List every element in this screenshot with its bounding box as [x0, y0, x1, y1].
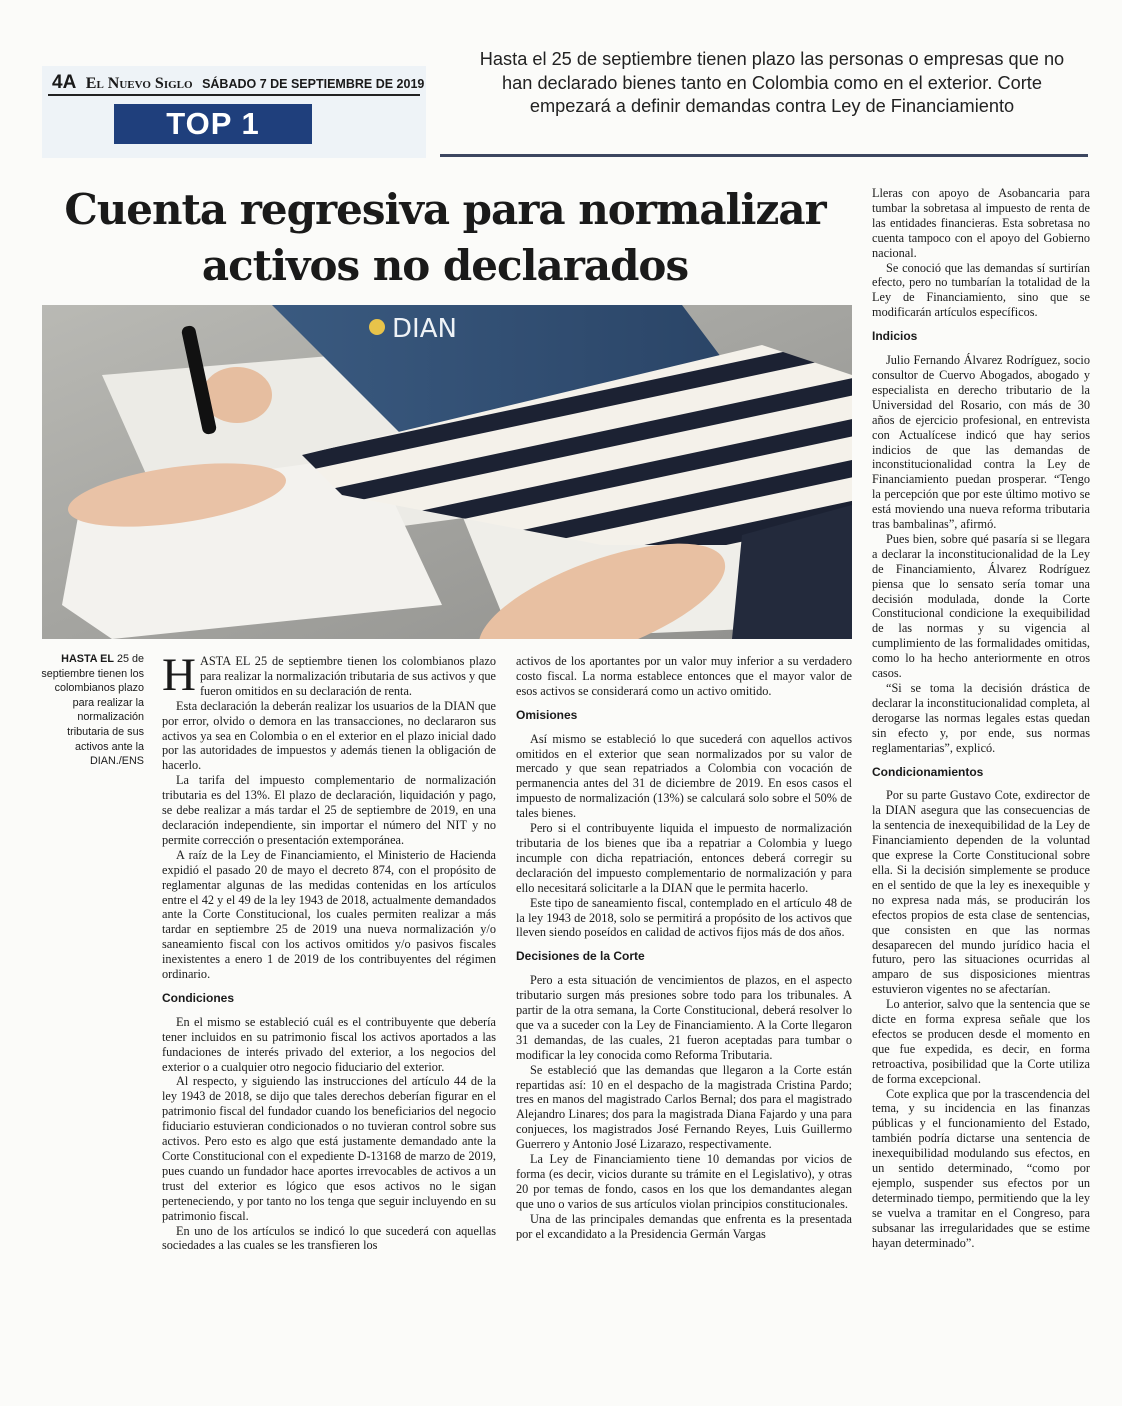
vest-logo-mark — [369, 319, 385, 335]
subheading: Condiciones — [162, 990, 235, 1005]
caption-text: 25 de septiembre tienen los colombianos plazo para realizar la normalización tributaria de sus activos ante la DIAN./ENS — [41, 653, 144, 768]
article-column-1 — [162, 649, 496, 1253]
paragraph: La Ley de Financiamiento tiene 10 demandas por vicios de forma (es decir, vicios durante su trámite en el Legislativo), y otras 20 por temas de fondo, casos en los que los demandantes alegan que uno o varios de sus artículos violan principios constitucionales. — [516, 1152, 852, 1211]
paragraph: Se conoció que las demandas sí surtirían efecto, pero no tumbarían la totalidad de la Ley de Financiamiento, sino que se modificarán artículos específicos. — [872, 260, 1090, 320]
subheading: Omisiones — [516, 707, 578, 722]
masthead-line — [52, 72, 424, 94]
paragraph: A raíz de la Ley de Financiamiento, el Ministerio de Hacienda expidió el pasado 20 de mayo el decreto 874, con el propósito de reglamentar algunas de las medidas contenidas en los artículos entre el 42 y el 49 de la ley 1943 de 2018, actualmente demandados ante la Corte Constitucional, los cuales permiten realizar a más tardar en septiembre 25 de 2019 una nueva normalización y/o saneamiento fiscal con los activos omitidos y/o pasivos fiscales inexistentes a enero 1 de 2019 de los contribuyentes del régimen ordinario. — [162, 847, 496, 982]
paragraph: En el mismo se estableció cuál es el contribuyente que debería tener incluidos en su patrimonio fiscal los activos aportados a las fundaciones de interés privado del exterior, a los negocios del exterior o a cualquier otro negocio fiduciario del exterior. — [162, 1014, 496, 1074]
paragraph: Lleras con apoyo de Asobancaria para tumbar la sobretasa al impuesto de renta de las entidades financieras. Esta sobretasa no cuenta tampoco con el apoyo del Gobierno nacional. — [872, 186, 1090, 260]
paragraph: La tarifa del impuesto complementario de normalización tributaria es del 13%. El plazo de declaración, liquidación y pago, se debe realizar a más tardar el 25 de septiembre de 2019, en una declaración independiente, sin importar el número del NIT y no permite corrección o presentación extemporánea. — [162, 773, 496, 847]
photo-caption — [40, 652, 144, 769]
paragraph: Pues bien, sobre qué pasaría si se llegara a declarar la inconstitucionalidad de la Ley de Financiamiento, Álvarez Rodríguez piensa que lo sensato sería tomar una decisión modulada, donde la Corte Constitucional condicione la exequibilidad de las normas y su vigencia al cumplimiento de las formalidades omitidas, como lo ha hecho anteriormente en otros casos. — [872, 531, 1090, 681]
article-column-3 — [872, 186, 1090, 1251]
page-number: 4A — [52, 72, 77, 93]
paragraph: Julio Fernando Álvarez Rodríguez, socio consultor de Cuervo Abogados, abogado y especialista en derecho tributario de la Universidad del Rosario, con más de 30 años de ejercicio profesional, en entrevista con Actualícese indicó que hay serios indicios de que las demandas de inconstitucionalidad contra la Ley de Financiamiento puedan prosperar. “Tengo la percepción que por este último motivo se está moviendo una nueva reforma tributaria tras bambalinas”, afirmó. — [872, 353, 1090, 532]
article-title: Cuenta regresiva para normalizar activos no declarados — [64, 185, 826, 290]
photo-illustration — [42, 305, 852, 639]
drop-cap: H — [162, 649, 196, 701]
header-rule — [48, 94, 420, 96]
paragraph: Pero si el contribuyente liquida el impuesto de normalización tributaria de los bienes que iba a repatriar a Colombia y luego incumple con dicha repatriación, entonces deberá corregir su declaración del impuesto complementario de normalización y para ello necesitará solicitarle a la DIAN que le permita hacerlo. — [516, 821, 852, 895]
paragraph: activos de los aportantes por un valor muy inferior a su verdadero costo fiscal. La norma establece entonces que el mayor valor de esos activos se considerará como un activo omitido. — [516, 654, 852, 698]
article-photo — [42, 305, 852, 639]
newspaper-name: El Nuevo Siglo — [85, 75, 193, 92]
paragraph: Cote explica que por la trascendencia del tema, y su incidencia en las finanzas públicas y el funcionamiento del Estado, también podría dictarse una sentencia de inexequibilidad modulando sus efectos, en un sentido determinado, “como por ejemplo, suspender sus efectos por un determinado tiempo, permitiendo que la ley se vuelva a tramitar en el Congreso, para subsanar las irregularidades que se estime hayan determinado”. — [872, 1086, 1090, 1250]
paragraph: Esta declaración la deberán realizar los usuarios de la DIAN que por error, olvido o demora en las transacciones, no declararon sus activos ya sea en Colombia o en el exterior en el plazo inicial dado por las autoridades de impuestos y además tienen la obligación de hacerlo. — [162, 698, 496, 773]
article-column-2 — [516, 654, 852, 1242]
subheading: Condicionamientos — [872, 764, 984, 779]
paragraph: Al respecto, y siguiendo las instrucciones del artículo 44 de la ley 1943 de 2018, se dijo que tales derechos deberían figurar en el patrimonio fiscal del fundador cuando los beneficiarios del negocio fiduciario estuvieran condicionados o no tuvieran control sobre sus activos. Pero esto es algo que está justamente demandado ante la Corte Constitucional con el expediente D-13168 de marzo de 2019, pues cuando un fundador hace aportes irrevocables de activos a un trust del exterior es lógico que esos activos no le sigan perteneciendo, y por tanto no los tenga que seguir incluyendo en su patrimonio fiscal. — [162, 1074, 496, 1223]
paragraph: “Si se toma la decisión drástica de declarar la inconstitucionalidad completa, al derogarse las normas legales estas quedan sin efecto y, por ende, sus normas reglamentarias”, explicó. — [872, 681, 1090, 755]
paragraph: Por su parte Gustavo Cote, exdirector de la DIAN asegura que las consecuencias de la sentencia de inexequibilidad de la Ley de Financiamiento dependen de la voluntad que exprese la Corte Constitucional sobre ella. Si la decisión simplemente se produce en el sentido de que la ley es inexequible y no expresa nada más, se producirán los efectos propios de esta clase de sentencias, que consisten en que las normas desaparecen del mundo jurídico hacia el futuro, pero las situaciones ocurridas al amparo de sus disposiciones mientras estuvieron vigentes no se afectarían. — [872, 788, 1090, 997]
summary-rule — [440, 154, 1088, 157]
section-badge: TOP 1 — [114, 104, 312, 144]
caption-lead: HASTA EL — [61, 653, 114, 665]
paragraph: Se estableció que las demandas que llegaron a la Corte están repartidas así: 10 en el despacho de la magistrada Cristina Pardo; tres en manos del magistrado Carlos Bernal; dos para el magistrado Alejandro Linares; dos para la magistrada Diana Fajardo y una para conjueces, los magistrados José Fernando Reyes, Luis Guillermo Guerrero y Antonio José Lizarazo, respectivamente. — [516, 1062, 852, 1152]
paragraph: HASTA EL 25 de septiembre tienen los colombianos plazo para realizar la normalización tributaria de sus activos y que fueron omitidos en su declaración de renta. — [162, 649, 496, 701]
paragraph: Este tipo de saneamiento fiscal, contemplado en el artículo 48 de la ley 1943 de 2018, solo se permitirá a propósito de los activos que lleven siendo poseídos en calidad de activos fijos más de dos años. — [516, 895, 852, 940]
paragraph: Pero a esta situación de vencimientos de plazos, en el aspecto tributario surgen más presiones sobre todo para los tribunales. A partir de la otra semana, la Corte Constitucional, deberá resolver lo que va a suceder con la Ley de Financiamiento. A la Corte llegaron 31 demandas, de las cuales, 21 fueron aceptadas para tumbar o modificar la ley conocida como Reforma Tributaria. — [516, 973, 852, 1062]
paragraph: Lo anterior, salvo que la sentencia que se dicte en forma expresa señale que los efectos se producen desde el momento en que fue expedida, es decir, en forma retroactiva, posibilidad que la Corte utiliza de forma excepcional. — [872, 997, 1090, 1086]
paragraph: Una de las principales demandas que enfrenta es la presentada por el excandidato a la Presidencia Germán Vargas — [516, 1211, 852, 1241]
paragraph: Así mismo se estableció lo que sucederá con aquellos activos omitidos en el exterior que sean normalizados por su valor de mercado y que sean repatriados a Colombia con vocación de permanencia antes del 31 de diciembre de 2019. En esos casos el impuesto de normalización (13%) se calculará solo sobre el 50% de tales bienes. — [516, 731, 852, 821]
subheading: Indicios — [872, 329, 918, 344]
paragraph: En uno de los artículos se indicó lo que sucederá con aquellas sociedades a las cuales se les transfieren los — [162, 1223, 496, 1253]
issue-date: SÁBADO 7 DE SEPTIEMBRE DE 2019 — [202, 77, 425, 91]
headline-summary: Hasta el 25 de septiembre tienen plazo las personas o empresas que no han declarado bienes tanto en Colombia como en el exterior. Corte empezará a definir demandas contra Ley de Financiamiento — [479, 49, 1065, 116]
subheading: Decisiones de la Corte — [516, 949, 645, 964]
vest-logo-text: DIAN — [392, 314, 457, 344]
